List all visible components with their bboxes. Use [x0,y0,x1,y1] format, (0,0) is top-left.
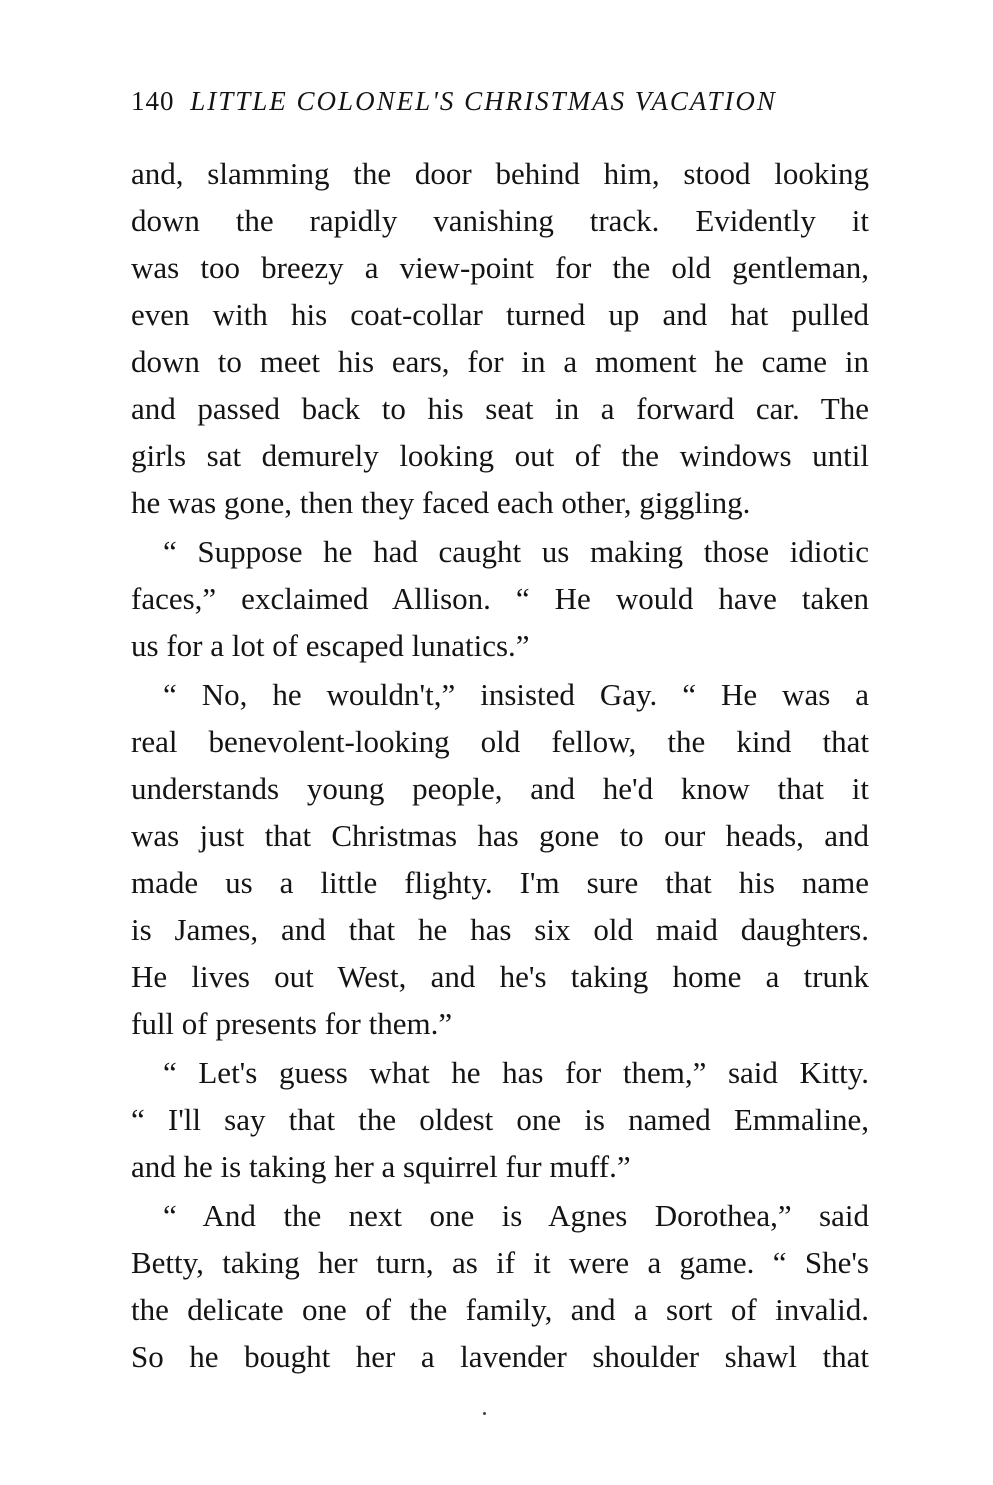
running-title: LITTLE COLONEL'S CHRISTMAS VACATION [190,86,777,116]
body-text [131,150,869,1380]
text-line: the delicate one of the family, and a sort of invalid. [131,1292,869,1327]
text-line: understands young people, and he'd know that it [131,771,869,806]
text-line: down to meet his ears, for in a moment he came in [131,344,869,379]
page-number: 140 [131,86,175,116]
text-line: “ I'll say that the oldest one is named Emmaline, [131,1102,869,1137]
text-line: “ No, he wouldn't,” insisted Gay. “ He was a [163,677,869,712]
text-line: and he is taking her a squirrel fur muff.” [131,1149,631,1184]
text-line: was too breezy a view-point for the old gentleman, [131,250,869,285]
text-line: even with his coat-collar turned up and hat pulled [131,297,869,332]
text-line: real benevolent-looking old fellow, the kind that [131,724,869,759]
text-line: “ Let's guess what he has for them,” said Kitty. [163,1055,869,1090]
text-line: and, slamming the door behind him, stood looking [131,156,869,191]
text-line: made us a little flighty. I'm sure that his name [131,865,869,900]
text-line: He lives out West, and he's taking home a trunk [131,959,869,994]
text-line: is James, and that he has six old maid daughters. [131,912,869,947]
running-head [131,86,777,117]
text-line: “ And the next one is Agnes Dorothea,” said [163,1198,869,1233]
text-line: us for a lot of escaped lunatics.” [131,628,530,663]
text-line: down the rapidly vanishing track. Evidently it [131,203,869,238]
text-line: full of presents for them.” [131,1006,453,1041]
text-line: and passed back to his seat in a forward car. The [131,391,869,426]
text-line: Betty, taking her turn, as if it were a game. “ She's [131,1245,869,1280]
text-line: he was gone, then they faced each other, giggling. [131,485,751,520]
text-line: So he bought her a lavender shoulder shawl that [131,1339,869,1374]
text-line: faces,” exclaimed Allison. “ He would have taken [131,581,869,616]
text-line: was just that Christmas has gone to our heads, and [131,818,869,853]
print-speck [483,1412,486,1415]
text-line: girls sat demurely looking out of the windows until [131,438,869,473]
text-line: “ Suppose he had caught us making those idiotic [163,534,869,569]
